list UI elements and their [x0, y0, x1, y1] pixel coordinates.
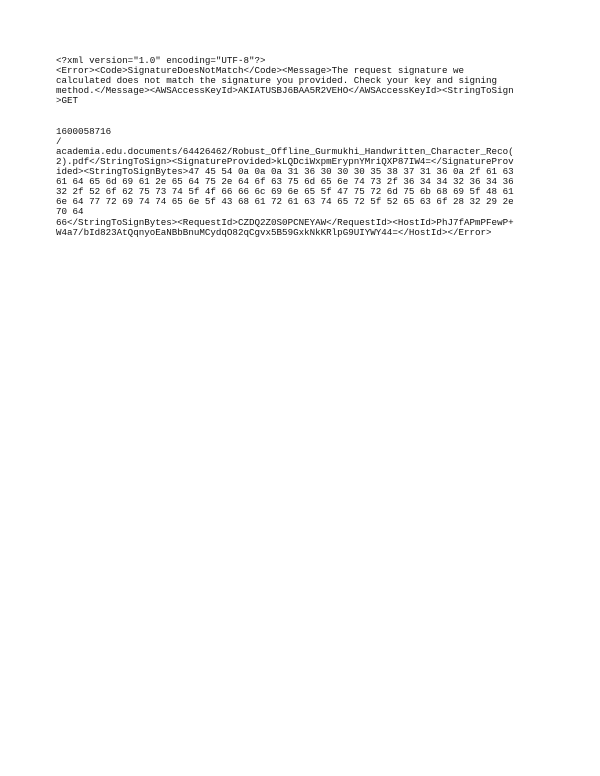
text-line: method.</Message><AWSAccessKeyId>AKIATUSBJ6BAA5R2VEHO</AWSAccessKeyId><StringToSign: [56, 85, 514, 97]
text-line: 6e 64 77 72 69 74 74 65 6e 5f 43 68 61 72 61 63 74 65 72 5f 52 65 63 6f 28 32 29 2e: [56, 196, 514, 208]
text-line: 2).pdf</StringToSign><SignatureProvided>kLQDciWxpmErypnYMriQXP87IW4=</SignatureProv: [56, 155, 514, 167]
text-line: 1600058716: [56, 125, 112, 137]
text-line: academia.edu.documents/64426462/Robust_Offline_Gurmukhi_Handwritten_Character_Reco(: [56, 145, 514, 157]
xml-error-text: [56, 56, 556, 238]
text-line: <?xml version="1.0" encoding="UTF-8"?>: [56, 55, 266, 66]
text-line: W4a7/bId823AtQqnyoEaNBbBnuMCydqO82qCgvx5B59GxkNkKRlpG9UIYWY44=</HostId></Error>: [56, 226, 492, 238]
text-line: 61 64 65 6d 69 61 2e 65 64 75 2e 64 6f 63 75 6d 65 6e 74 73 2f 36 34 34 32 36 34 36: [56, 176, 514, 188]
text-line: 70 64: [56, 206, 84, 218]
text-line: [56, 117, 556, 127]
text-line: /: [56, 135, 62, 147]
text-line: 32 2f 52 6f 62 75 73 74 5f 4f 66 66 6c 69 6e 65 5f 47 75 72 6d 75 6b 68 69 5f 48 61: [56, 186, 514, 198]
text-line: calculated does not match the signature you provided. Check your key and signing: [56, 75, 498, 87]
text-line: 66</StringToSignBytes><RequestId>CZDQ2Z0S0PCNEYAW</RequestId><HostId>PhJ7fAPmPFewP+: [56, 216, 514, 228]
text-line: [56, 106, 556, 116]
text-line: <Error><Code>SignatureDoesNotMatch</Code><Message>The request signature we: [56, 65, 464, 77]
text-line: >GET: [56, 95, 79, 107]
text-line: ided><StringToSignBytes>47 45 54 0a 0a 0a 31 36 30 30 30 35 38 37 31 36 0a 2f 61 63: [56, 166, 514, 178]
